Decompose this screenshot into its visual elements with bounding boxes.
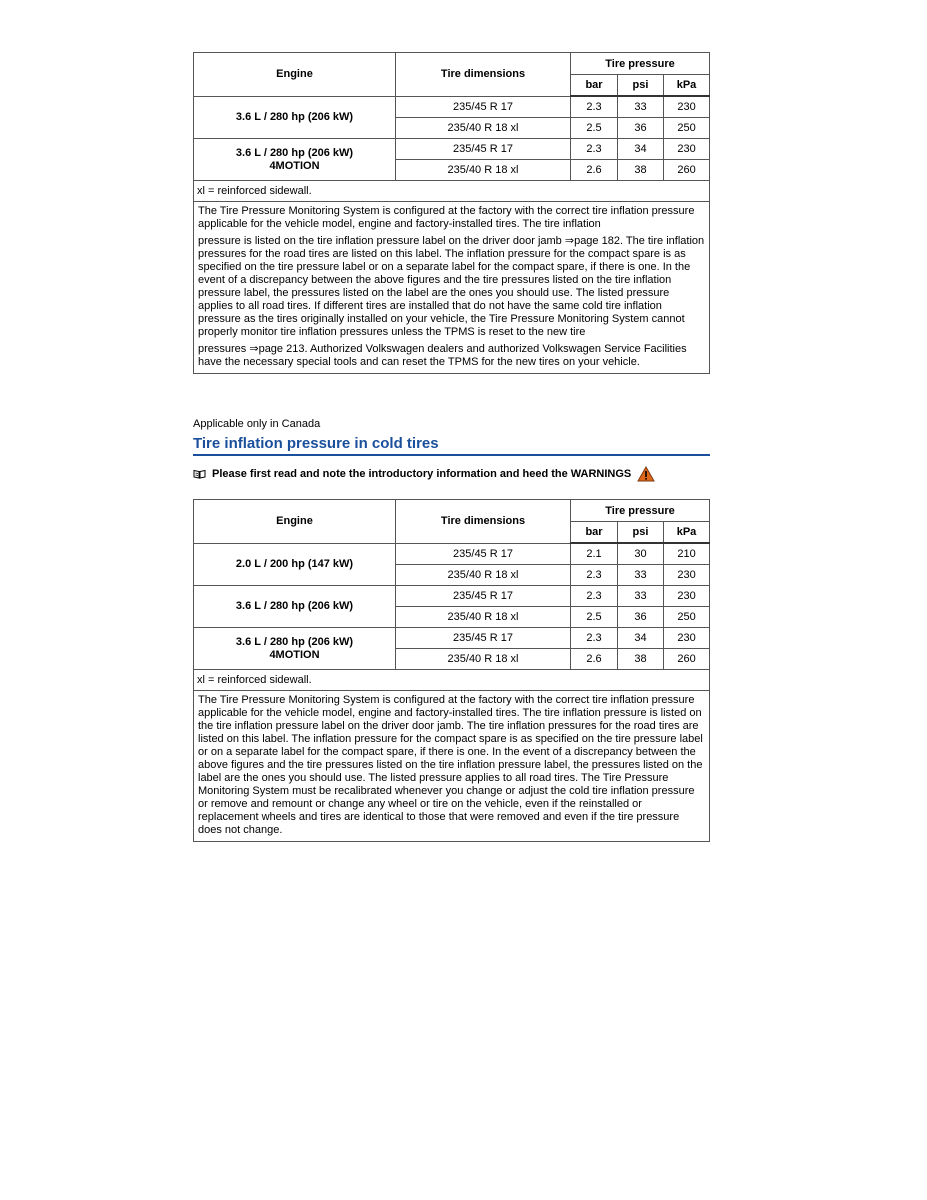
kpa-cell: 260 bbox=[664, 649, 710, 670]
header-kpa: kPa bbox=[664, 75, 710, 97]
dim-cell: 235/45 R 17 bbox=[396, 628, 571, 649]
book-icon bbox=[193, 469, 206, 479]
header-tire-pressure: Tire pressure bbox=[571, 500, 710, 522]
kpa-cell: 230 bbox=[664, 628, 710, 649]
tpms-note bbox=[194, 202, 710, 374]
bar-cell: 2.3 bbox=[571, 139, 618, 160]
read-note-text: Please first read and note the introductory information and heed the WARNINGS bbox=[212, 468, 632, 480]
header-tire-dimensions: Tire dimensions bbox=[396, 53, 571, 97]
kpa-cell: 230 bbox=[664, 96, 710, 118]
bar-cell: 2.3 bbox=[571, 586, 618, 607]
engine-cell bbox=[194, 139, 396, 181]
psi-cell: 33 bbox=[618, 96, 664, 118]
header-tire-dimensions: Tire dimensions bbox=[396, 500, 571, 544]
psi-cell: 38 bbox=[618, 160, 664, 181]
psi-cell: 36 bbox=[618, 118, 664, 139]
note-paragraph: pressure is listed on the tire inflation pressure label on the driver door jamb ⇒page 182. The tire inflation pressures for the road tires are listed on this label. The inflation pressure for the compact spare is as specified on the tire pressure label or on a separate label for the compact spare, if there is one. In the event of a discrepancy between the above figures and the tire pressures listed on the tire inflation pressure label, the pressures listed on the label are the ones you should use. The listed pressure applies to all road tires. If different tires are installed that do not have the same cold tire inflation pressure as the tires originally installed on your vehicle, the Tire Pressure Monitoring System cannot properly monitor tire inflation pressures unless the TPMS is reset to the new tire bbox=[198, 235, 705, 338]
bar-cell: 2.1 bbox=[571, 543, 618, 565]
header-bar: bar bbox=[571, 75, 618, 97]
warning-triangle-icon[interactable] bbox=[637, 466, 655, 482]
engine-label: 2.0 L / 200 hp (147 kW) bbox=[235, 557, 354, 570]
bar-cell: 2.3 bbox=[571, 565, 618, 586]
applicable-note: Applicable only in Canada bbox=[193, 418, 321, 430]
note-paragraph: pressures ⇒page 213. Authorized Volkswagen dealers and authorized Volkswagen Service Facilities have the necessary special tools and can reset the TPMS for the new tires on your vehicle. bbox=[198, 343, 687, 368]
tpms-note bbox=[194, 691, 710, 842]
engine-label: 3.6 L / 280 hp (206 kW) bbox=[235, 635, 354, 648]
dim-cell: 235/40 R 18 xl bbox=[396, 565, 571, 586]
engine-label: 3.6 L / 280 hp (206 kW) bbox=[235, 110, 354, 123]
header-psi: psi bbox=[618, 75, 664, 97]
bar-cell: 2.5 bbox=[571, 118, 618, 139]
note-paragraph: The Tire Pressure Monitoring System is configured at the factory with the correct tire inflation pressure applicable for the vehicle model, engine and factory-installed tires. The tire inflation pressure is listed on the tire inflation pressure label on the driver door jamb. The tire inflation pressures for the road tires are listed on this label. The inflation pressure for the compact spare is as specified on the tire pressure label or on a separate label for the compact spare, if there is one. In the event of a discrepancy between the above figures and the tire pressures listed on the tire inflation pressure label, the pressures listed on the label are the ones you should use. The listed pressure applies to all road tires. The Tire Pressure Monitoring System must be recalibrated whenever you change or adjust the cold tire inflation pressure or remove and remount or change any wheel or tire on the vehicle, even if the reinstalled or replacement wheels and tires are identical to those that were removed and even if the tire pressure does not change. bbox=[198, 694, 703, 836]
kpa-cell: 230 bbox=[664, 565, 710, 586]
kpa-cell: 230 bbox=[664, 586, 710, 607]
engine-cell bbox=[194, 628, 396, 670]
tire-pressure-table-2 bbox=[193, 499, 710, 842]
header-psi: psi bbox=[618, 522, 664, 544]
psi-cell: 34 bbox=[618, 139, 664, 160]
engine-label-variant: 4MOTION bbox=[269, 159, 320, 172]
dim-cell: 235/40 R 18 xl bbox=[396, 607, 571, 628]
bar-cell: 2.6 bbox=[571, 649, 618, 670]
header-engine: Engine bbox=[194, 53, 396, 97]
bar-cell: 2.3 bbox=[571, 628, 618, 649]
tire-pressure-table-1 bbox=[193, 52, 710, 374]
read-note bbox=[193, 466, 655, 482]
engine-cell bbox=[194, 586, 396, 628]
footnote: xl = reinforced sidewall. bbox=[194, 181, 710, 202]
kpa-cell: 250 bbox=[664, 118, 710, 139]
header-kpa: kPa bbox=[664, 522, 710, 544]
psi-cell: 36 bbox=[618, 607, 664, 628]
engine-label: 3.6 L / 280 hp (206 kW) bbox=[235, 146, 354, 159]
engine-cell bbox=[194, 96, 396, 139]
header-tire-pressure: Tire pressure bbox=[571, 53, 710, 75]
header-bar: bar bbox=[571, 522, 618, 544]
note-paragraph: The Tire Pressure Monitoring System is configured at the factory with the correct tire inflation pressure applicable for the vehicle model, engine and factory-installed tires. The tire inflation bbox=[198, 205, 695, 230]
dim-cell: 235/45 R 17 bbox=[396, 586, 571, 607]
psi-cell: 30 bbox=[618, 543, 664, 565]
engine-cell bbox=[194, 543, 396, 586]
kpa-cell: 250 bbox=[664, 607, 710, 628]
dim-cell: 235/40 R 18 xl bbox=[396, 649, 571, 670]
bar-cell: 2.6 bbox=[571, 160, 618, 181]
dim-cell: 235/40 R 18 xl bbox=[396, 118, 571, 139]
dim-cell: 235/45 R 17 bbox=[396, 96, 571, 118]
psi-cell: 34 bbox=[618, 628, 664, 649]
psi-cell: 33 bbox=[618, 565, 664, 586]
dim-cell: 235/40 R 18 xl bbox=[396, 160, 571, 181]
header-engine: Engine bbox=[194, 500, 396, 544]
engine-label: 3.6 L / 280 hp (206 kW) bbox=[235, 600, 354, 612]
footnote: xl = reinforced sidewall. bbox=[194, 670, 710, 691]
psi-cell: 33 bbox=[618, 586, 664, 607]
dim-cell: 235/45 R 17 bbox=[396, 543, 571, 565]
engine-label-variant: 4MOTION bbox=[269, 648, 320, 661]
kpa-cell: 230 bbox=[664, 139, 710, 160]
section-title: Tire inflation pressure in cold tires bbox=[193, 435, 710, 456]
kpa-cell: 210 bbox=[664, 543, 710, 565]
bar-cell: 2.3 bbox=[571, 96, 618, 118]
bar-cell: 2.5 bbox=[571, 607, 618, 628]
kpa-cell: 260 bbox=[664, 160, 710, 181]
dim-cell: 235/45 R 17 bbox=[396, 139, 571, 160]
psi-cell: 38 bbox=[618, 649, 664, 670]
